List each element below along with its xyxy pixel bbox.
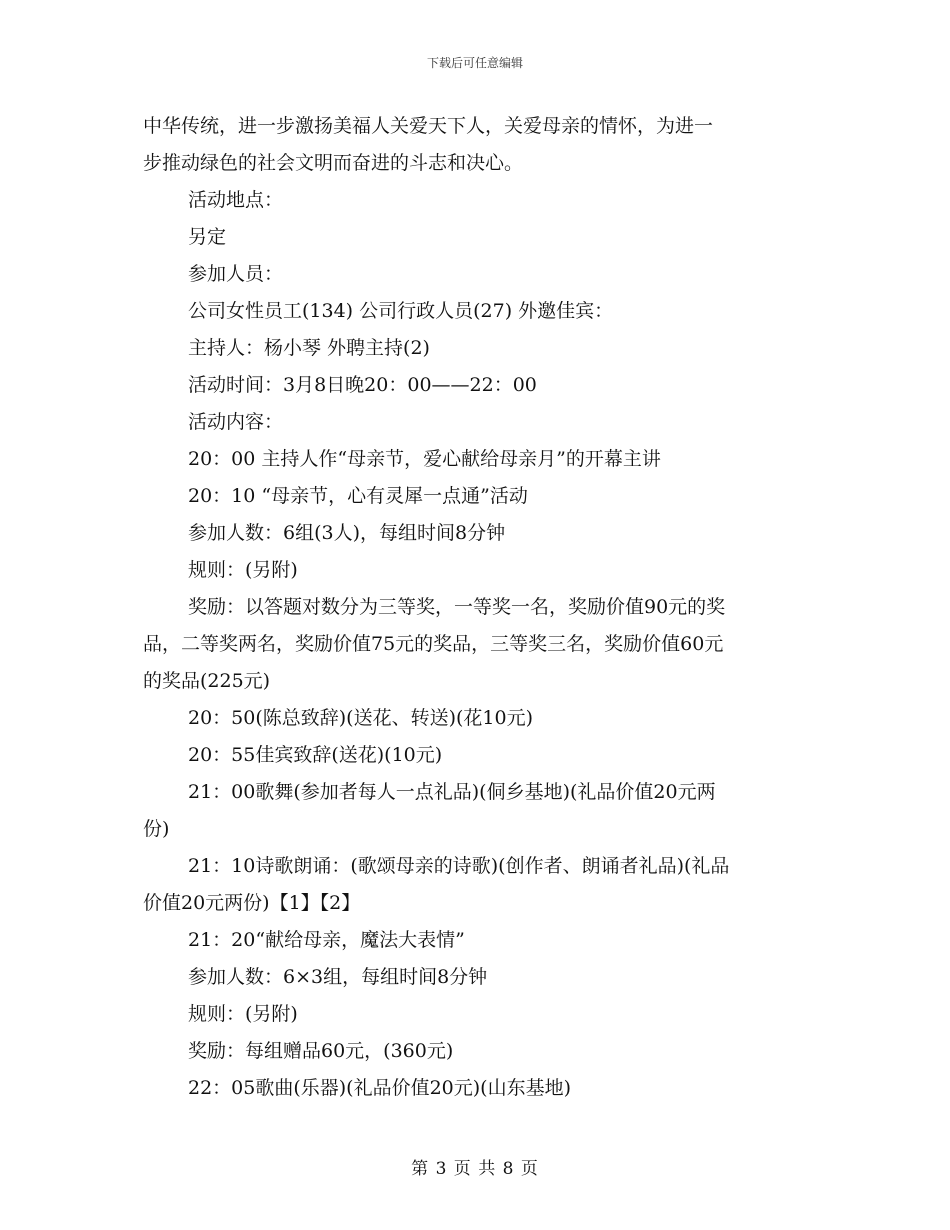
text-line: 参加人数：6×3组，每组时间8分钟 (188, 966, 488, 988)
text-line: 参加人数：6组(3人)，每组时间8分钟 (188, 522, 506, 544)
page-header-note: 下载后可任意编辑 (426, 56, 523, 70)
text-line: 20：10 “母亲节，心有灵犀一点通”活动 (188, 485, 528, 507)
text-line: 公司女性员工(134) 公司行政人员(27) 外邀佳宾： (188, 300, 614, 322)
text-line: 21：20“献给母亲，魔法大表情” (188, 929, 465, 951)
text-line: 21：10诗歌朗诵：(歌颂母亲的诗歌)(创作者、朗诵者礼品)(礼品 (188, 855, 730, 877)
text-line: 规则：(另附) (188, 1003, 298, 1025)
text-line: 价值20元两份)【1】【2】 (143, 892, 361, 914)
text-line: 中华传统，进一步激扬美福人关爱天下人，关爱母亲的情怀，为进一 (143, 115, 714, 137)
text-line: 22：05歌曲(乐器)(礼品价值20元)(山东基地) (188, 1077, 572, 1099)
text-line: 20：50(陈总致辞)(送花、转送)(花10元) (188, 707, 534, 729)
text-line: 21：00歌舞(参加者每人一点礼品)(侗乡基地)(礼品价值20元两 (188, 781, 716, 803)
text-line: 奖励：以答题对数分为三等奖，一等奖一名，奖励价值90元的奖 (188, 596, 726, 618)
text-line: 活动时间：3月8日晚20：00——22：00 (188, 374, 537, 396)
text-line: 20：00 主持人作“母亲节，爱心献给母亲月”的开幕主讲 (188, 448, 661, 470)
text-line: 份) (143, 818, 170, 840)
document-body (143, 108, 811, 1107)
text-line: 主持人：杨小琴 外聘主持(2) (188, 337, 430, 359)
text-line: 步推动绿色的社会文明而奋进的斗志和决心。 (143, 152, 524, 174)
text-line: 品，二等奖两名，奖励价值75元的奖品，三等奖三名，奖励价值60元 (143, 633, 724, 655)
text-line: 规则：(另附) (188, 559, 298, 581)
page-number: 第 3 页 共 8 页 (411, 1159, 539, 1179)
section-label-location: 活动地点： (188, 189, 284, 211)
text-line: 奖励：每组赠品60元，(360元) (188, 1040, 454, 1062)
section-label-participants: 参加人员： (188, 263, 284, 285)
text-line: 20：55佳宾致辞(送花)(10元) (188, 744, 443, 766)
text-line: 另定 (188, 226, 227, 248)
text-line: 的奖品(225元) (143, 670, 271, 692)
section-label-content: 活动内容： (188, 411, 284, 433)
